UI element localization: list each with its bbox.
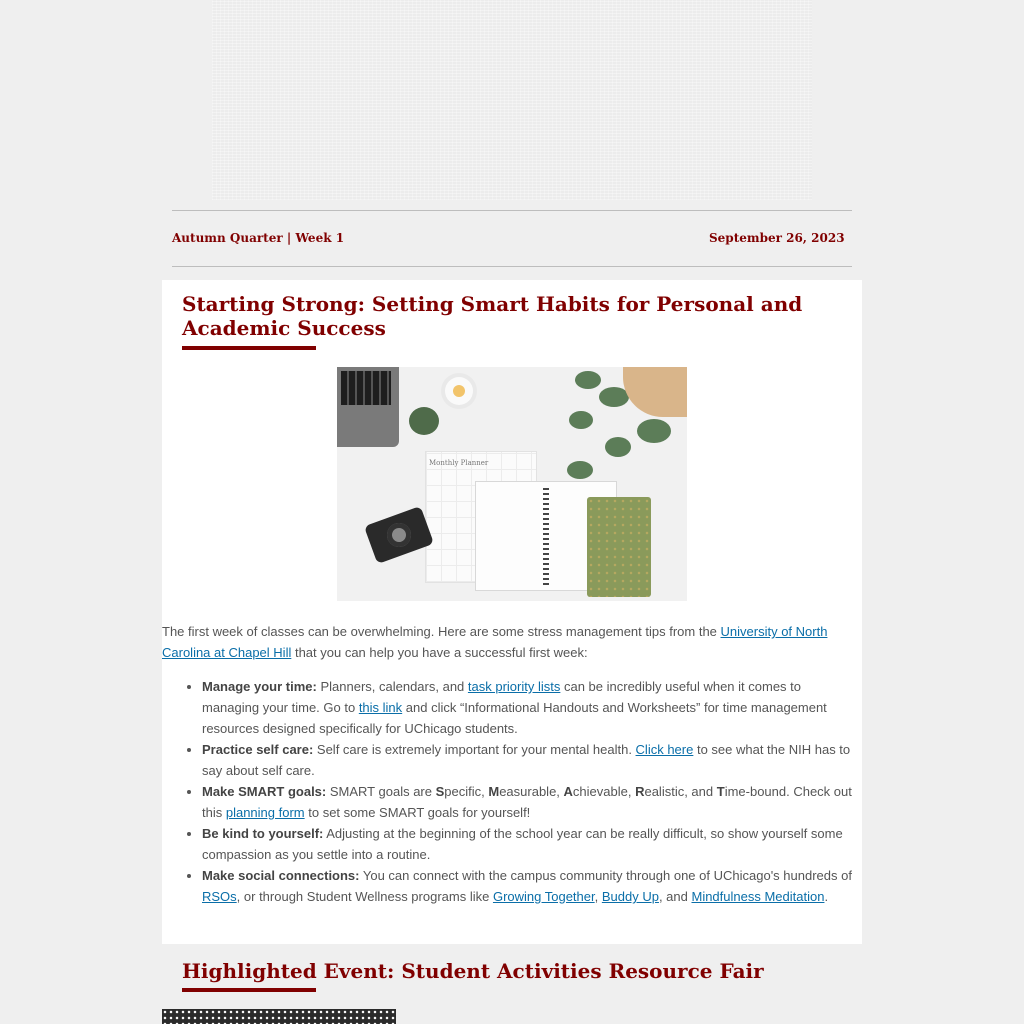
- flower-illustration: [623, 367, 687, 417]
- this-link[interactable]: this link: [358, 700, 403, 715]
- issue-separator: |: [286, 231, 292, 245]
- leaf-illustration: [567, 461, 593, 479]
- list-item: • Practice self care: Self care is extremely important for your mental health. Click here to see what the NIH has to say about self care.: [202, 739, 857, 781]
- list-item: • Make social connections: You can connect with the campus community through one of UChicago's hundreds of RSOs, or through Student Wellness programs like Growing Together, Buddy Up, and Mindfulness Meditation.: [202, 865, 857, 907]
- laptop-illustration: [337, 367, 399, 447]
- candle-illustration: [445, 377, 473, 405]
- list-item: • Manage your time: Planners, calendars, and task priority lists can be incredibly useful when it comes to managing your time. Go to this link and click “Informational Handouts and Worksheets” for time management resources designed specifically for UChicago students.: [202, 676, 857, 739]
- task-priority-link[interactable]: task priority lists: [467, 679, 561, 694]
- leaf-illustration: [569, 411, 593, 429]
- leaf-illustration: [605, 437, 631, 457]
- tip-label: Make SMART goals:: [202, 784, 327, 799]
- tip-label: Be kind to yourself:: [202, 826, 324, 841]
- leaf-illustration: [575, 371, 601, 389]
- divider-top: [172, 210, 852, 211]
- tip-label: Practice self care:: [202, 742, 314, 757]
- event-title-underline: [182, 988, 316, 992]
- event-image: [162, 1009, 396, 1024]
- quarter-label: Autumn Quarter: [172, 231, 283, 245]
- succulent-illustration: [409, 407, 439, 435]
- planner-label: Monthly Planner: [429, 459, 489, 467]
- list-item: • Be kind to yourself: Adjusting at the beginning of the school year can be really difficult, so show yourself some compassion as you settle into a routine.: [202, 823, 857, 865]
- green-notebook-illustration: [587, 497, 651, 597]
- event-title: Highlighted Event: Student Activities Resource Fair: [182, 959, 764, 983]
- tip-label: Make social connections:: [202, 868, 360, 883]
- list-item: • Make SMART goals: SMART goals are Specific, Measurable, Achievable, Realistic, and Time-bound. Check out this planning form to set some SMART goals for yourself!: [202, 781, 857, 823]
- title-underline: [182, 346, 316, 350]
- week-label: Week 1: [295, 231, 345, 245]
- issue-date: September 26, 2023: [709, 231, 845, 245]
- divider-bottom: [172, 266, 852, 267]
- leaf-illustration: [637, 419, 671, 443]
- issue-label: [172, 231, 344, 245]
- tip-label: Manage your time:: [202, 679, 317, 694]
- notebook-spiral: [543, 485, 549, 585]
- article-title: Starting Strong: Setting Smart Habits for Personal and Academic Success: [182, 292, 803, 340]
- header-banner: [212, 0, 812, 200]
- article-section: [162, 280, 862, 944]
- article-photo: [337, 367, 687, 601]
- intro-paragraph: The first week of classes can be overwhelming. Here are some stress management tips from the University of North Carolina at Chapel Hill that you can help you have a successful first week:: [162, 624, 828, 660]
- mindfulness-meditation-link[interactable]: Mindfulness Meditation: [691, 889, 825, 904]
- click-here-link[interactable]: Click here: [635, 742, 694, 757]
- planning-form-link[interactable]: planning form: [225, 805, 305, 820]
- growing-together-link[interactable]: Growing Together: [492, 889, 595, 904]
- unc-link[interactable]: University of North Carolina at Chapel Hill: [162, 624, 828, 660]
- rsos-link[interactable]: RSOs: [202, 889, 237, 904]
- camera-illustration: [364, 506, 434, 564]
- buddy-up-link[interactable]: Buddy Up: [601, 889, 659, 904]
- tips-list: [162, 676, 857, 907]
